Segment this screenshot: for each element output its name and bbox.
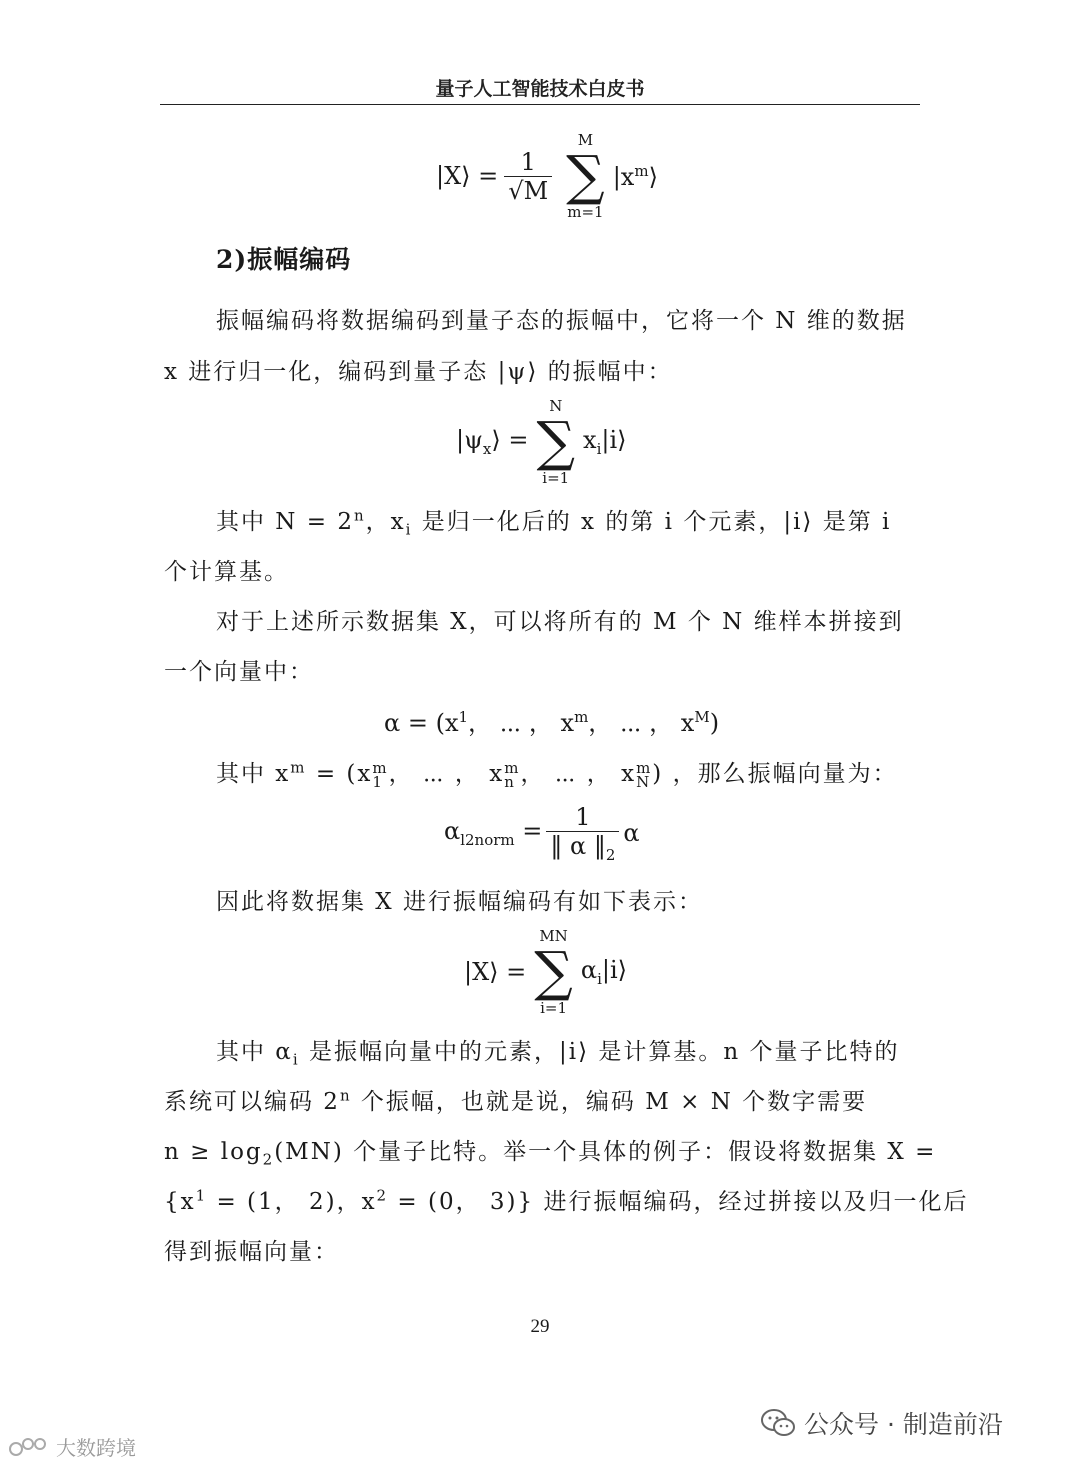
equation-concatenation: $\alpha = (x^1$， ⋯ ， $x^m$， ⋯ ， $x^M$) bbox=[384, 708, 720, 737]
p6-line4: {$x^1 = (1$， 2)，$x^2 = (0$， 3)} 进行振幅编码，经过拼接以及归一化后 bbox=[164, 1186, 969, 1215]
eq5-term: $\alpha_i|i⟩$ bbox=[580, 956, 627, 988]
p2-line2: 个计算基。 bbox=[164, 559, 289, 585]
eq1-numerator: 1 bbox=[504, 148, 552, 177]
p3-line1: 对于上述所示数据集 X，可以将所有的 M 个 N 维样本拼接到 bbox=[216, 609, 904, 635]
p4-line1: 其中 $x^m = (x$ m 1 ， ⋯ ， x m n ， ⋯ ， x m N ) ，那么振幅向量为： bbox=[216, 758, 898, 791]
p1-line1: 振幅编码将数据编码到量子态的振幅中，它将一个 N 维的数据 bbox=[216, 308, 907, 334]
wechat-account-name: 公众号 · 制造前沿 bbox=[804, 1410, 1003, 1439]
eq4-lhs: $\alpha_{l2norm}$ = bbox=[444, 817, 543, 849]
eq1-lhs: |X⟩ = bbox=[436, 162, 499, 190]
section-heading: 2)振幅编码 bbox=[216, 245, 352, 274]
eq2-lower-limit: i=1 bbox=[542, 469, 570, 487]
p2-line1: 其中 $N = 2^n$，$x_i$ 是归一化后的 x 的第 i 个元素，|i⟩ 是第 i bbox=[216, 506, 892, 539]
eq4-denominator: ‖ α $‖_2$ bbox=[550, 831, 616, 864]
eq2-sigma: ∑ bbox=[536, 410, 576, 473]
eq1-upper-limit: M bbox=[577, 131, 594, 149]
eq1-denominator: √M bbox=[508, 176, 549, 205]
eq1-sigma: ∑ bbox=[566, 144, 605, 207]
corner-watermark bbox=[8, 1432, 136, 1461]
eq5-summation bbox=[534, 927, 573, 1017]
eq5-sigma: ∑ bbox=[534, 940, 573, 1003]
p6-line2: 系统可以编码 2$^n$ 个振幅，也就是说，编码 M × N 个数字需要 bbox=[164, 1086, 868, 1115]
eq5-lhs: |X⟩ = bbox=[464, 958, 527, 986]
eq1-lower-limit: m=1 bbox=[567, 203, 604, 221]
equation-l2-normalization bbox=[444, 798, 640, 868]
eq2-term: $x_i|i⟩$ bbox=[583, 426, 627, 458]
running-header: 量子人工智能技术白皮书 bbox=[160, 74, 920, 105]
eq5-lower-limit: i=1 bbox=[540, 999, 568, 1017]
wechat-watermark bbox=[760, 1405, 1003, 1441]
eq2-lhs: $|\psi_x⟩$ = bbox=[456, 426, 529, 458]
eq4-rhs: α bbox=[623, 819, 640, 847]
eq1-fraction bbox=[504, 148, 552, 205]
corner-watermark-text: 大数跨境 bbox=[56, 1436, 136, 1460]
p1-line2: x 进行归一化，编码到量子态 |ψ⟩ 的振幅中： bbox=[164, 359, 673, 385]
eq1-summation bbox=[566, 131, 605, 221]
p5-line1: 因此将数据集 X 进行振幅编码有如下表示： bbox=[216, 889, 703, 915]
equation-amplitude-state bbox=[456, 397, 627, 487]
logo-icon bbox=[8, 1434, 52, 1460]
eq2-upper-limit: N bbox=[549, 397, 563, 415]
p6-line3: $n \ge \log_2(MN)$ 个量子比特。举一个具体的例子：假设将数据集 X = bbox=[164, 1139, 937, 1169]
eq5-upper-limit: MN bbox=[539, 927, 568, 945]
p6-line1: 其中 $\alpha_i$ 是振幅向量中的元素，|i⟩ 是计算基。n 个量子比特的 bbox=[216, 1039, 900, 1069]
equation-dataset-encoding bbox=[464, 927, 627, 1017]
equation-superposition bbox=[436, 131, 658, 221]
p3-line2: 一个向量中： bbox=[164, 659, 314, 685]
page-number: 29 bbox=[530, 1316, 550, 1337]
eq4-numerator: 1 bbox=[546, 803, 619, 832]
eq4-fraction bbox=[546, 803, 619, 864]
p6-line5: 得到振幅向量： bbox=[164, 1239, 339, 1265]
eq2-summation bbox=[536, 397, 575, 487]
wechat-icon bbox=[760, 1408, 796, 1438]
eq1-term: $|x^m⟩$ bbox=[612, 161, 658, 191]
